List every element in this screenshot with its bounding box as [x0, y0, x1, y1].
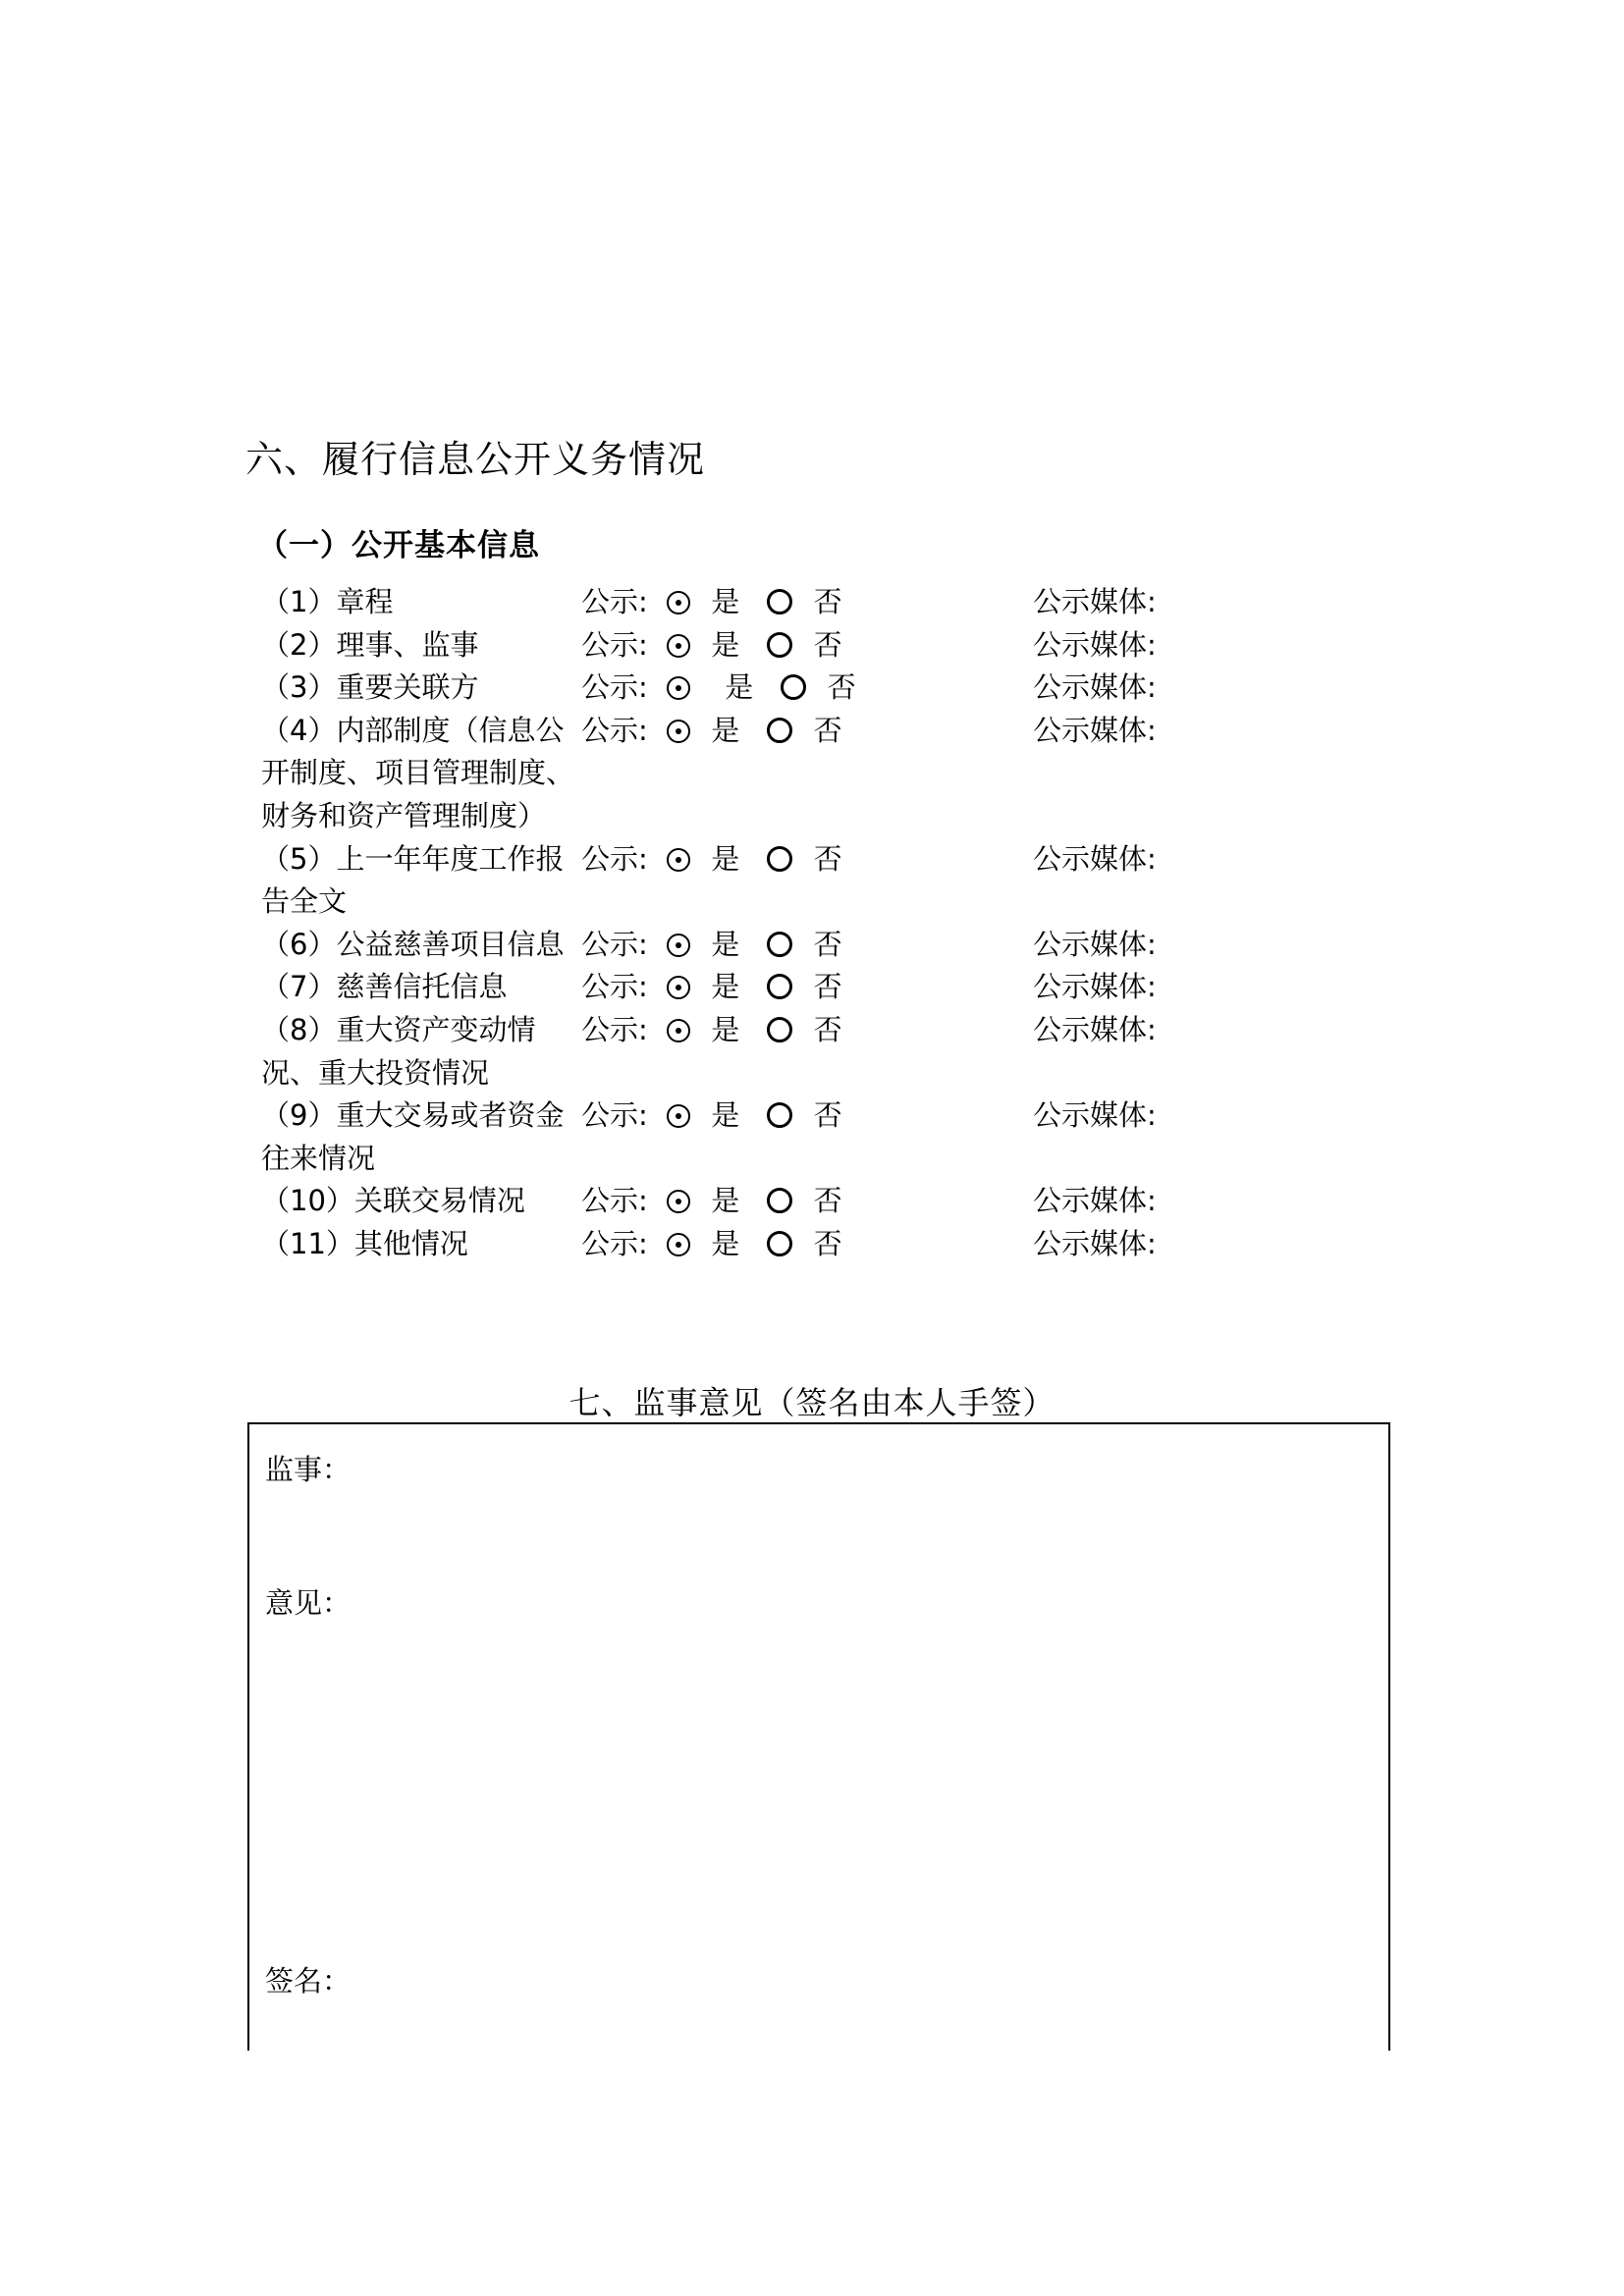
row-label: （11）其他情况	[261, 1226, 468, 1260]
row-label: （3）重要关联方	[261, 670, 479, 705]
disclose-label: 公示:	[581, 1226, 648, 1260]
disclosure-options	[581, 1180, 851, 1223]
disclose-label: 公示:	[581, 713, 648, 747]
disclose-label: 公示:	[581, 1098, 648, 1133]
row-label: （4）内部制度（信息公开制度、项目管理制度、财务和资产管理制度）	[261, 713, 575, 832]
no-radio-icon[interactable]	[767, 974, 792, 999]
disclosure-row	[257, 924, 1239, 967]
no-label: 否	[813, 585, 842, 618]
disclosure-options	[581, 1095, 851, 1138]
no-radio-icon[interactable]	[767, 932, 792, 957]
yes-radio-icon[interactable]	[667, 848, 690, 872]
no-label: 否	[813, 627, 842, 662]
yes-label: 是	[711, 841, 740, 876]
disclosure-row	[257, 624, 1239, 667]
disclose-label: 公示:	[581, 670, 648, 705]
no-radio-icon[interactable]	[767, 589, 792, 614]
row-label: （10）关联交易情况	[261, 1184, 525, 1218]
row-label: （7）慈善信托信息	[261, 970, 508, 1004]
disclosure-list	[257, 581, 1239, 1266]
media-label: 公示媒体:	[1033, 927, 1157, 961]
yes-label: 是	[711, 927, 740, 961]
media-label: 公示媒体:	[1033, 585, 1157, 618]
yes-label: 是	[711, 1012, 740, 1046]
no-radio-icon[interactable]	[781, 674, 806, 700]
disclose-label: 公示:	[581, 970, 648, 1004]
no-label: 否	[813, 841, 842, 876]
yes-radio-icon[interactable]	[667, 676, 690, 700]
yes-radio-icon[interactable]	[667, 1190, 690, 1213]
yes-label: 是	[711, 1226, 740, 1260]
disclosure-options	[581, 966, 851, 1009]
disclosure-row	[257, 838, 1239, 924]
no-radio-icon[interactable]	[767, 1231, 792, 1256]
yes-label: 是	[711, 713, 740, 747]
disclosure-options	[581, 667, 865, 710]
no-radio-icon[interactable]	[767, 1017, 792, 1042]
media-label: 公示媒体:	[1033, 970, 1157, 1004]
disclose-label: 公示:	[581, 627, 648, 662]
disclosure-options	[581, 924, 851, 967]
row-label: （9）重大交易或者资金往来情况	[261, 1098, 565, 1175]
no-label: 否	[813, 1012, 842, 1046]
subsection-title: （一）公开基本信息	[257, 528, 540, 563]
no-label: 否	[813, 713, 842, 747]
no-label: 否	[827, 670, 856, 705]
disclosure-row	[257, 581, 1239, 624]
media-label: 公示媒体:	[1033, 1226, 1157, 1260]
yes-label: 是	[711, 1184, 740, 1218]
media-label: 公示媒体:	[1033, 841, 1157, 876]
disclosure-row	[257, 667, 1239, 710]
no-label: 否	[813, 1184, 842, 1218]
no-label: 否	[813, 1226, 842, 1260]
disclosure-options	[581, 838, 851, 881]
row-label: （6）公益慈善项目信息	[261, 927, 565, 961]
opinion-label: 意见：	[265, 1586, 352, 1620]
no-radio-icon[interactable]	[767, 1188, 792, 1213]
signature-label: 签名：	[265, 1964, 352, 1998]
disclosure-row	[257, 1009, 1239, 1095]
media-label: 公示媒体:	[1033, 713, 1157, 747]
disclose-label: 公示:	[581, 585, 648, 618]
yes-radio-icon[interactable]	[667, 1233, 690, 1256]
disclosure-row	[257, 1223, 1239, 1266]
yes-radio-icon[interactable]	[667, 634, 690, 658]
supervisor-label: 监事：	[265, 1453, 352, 1486]
yes-label: 是	[711, 627, 740, 662]
no-radio-icon[interactable]	[767, 1102, 792, 1128]
media-label: 公示媒体:	[1033, 1184, 1157, 1218]
no-label: 否	[813, 1098, 842, 1133]
disclosure-row	[257, 1095, 1239, 1180]
row-label: （5）上一年年度工作报告全文	[261, 841, 565, 919]
media-label: 公示媒体:	[1033, 1098, 1157, 1133]
disclose-label: 公示:	[581, 1184, 648, 1218]
row-label: （8）重大资产变动情况、重大投资情况	[261, 1012, 536, 1090]
media-label: 公示媒体:	[1033, 1012, 1157, 1046]
disclosure-options	[581, 581, 851, 624]
disclose-label: 公示:	[581, 841, 648, 876]
section-title: 六、履行信息公开义务情况	[245, 438, 706, 481]
yes-radio-icon[interactable]	[667, 934, 690, 957]
media-label: 公示媒体:	[1033, 627, 1157, 662]
disclosure-row	[257, 710, 1239, 838]
disclosure-row	[257, 1180, 1239, 1223]
row-label: （2）理事、监事	[261, 627, 479, 662]
row-label: （1）章程	[261, 585, 394, 618]
yes-radio-icon[interactable]	[667, 1019, 690, 1042]
disclosure-options	[581, 1009, 851, 1052]
yes-radio-icon[interactable]	[667, 976, 690, 999]
yes-label: 是	[711, 585, 740, 618]
yes-radio-icon[interactable]	[667, 591, 690, 614]
yes-label: 是	[711, 1098, 740, 1133]
disclosure-options	[581, 624, 851, 667]
yes-label: 是	[711, 970, 740, 1004]
no-label: 否	[813, 927, 842, 961]
disclose-label: 公示:	[581, 1012, 648, 1046]
no-radio-icon[interactable]	[767, 846, 792, 872]
disclosure-row	[257, 966, 1239, 1009]
no-radio-icon[interactable]	[767, 632, 792, 658]
yes-radio-icon[interactable]	[667, 720, 690, 743]
no-radio-icon[interactable]	[767, 718, 792, 743]
disclose-label: 公示:	[581, 927, 648, 961]
opinion-title: 七、监事意见（签名由本人手签）	[568, 1384, 1056, 1421]
yes-radio-icon[interactable]	[667, 1104, 690, 1128]
disclosure-options	[581, 710, 851, 753]
media-label: 公示媒体:	[1033, 670, 1157, 705]
no-label: 否	[813, 970, 842, 1004]
yes-label: 是	[725, 670, 754, 705]
disclosure-options	[581, 1223, 851, 1266]
opinion-box	[247, 1422, 1390, 2051]
